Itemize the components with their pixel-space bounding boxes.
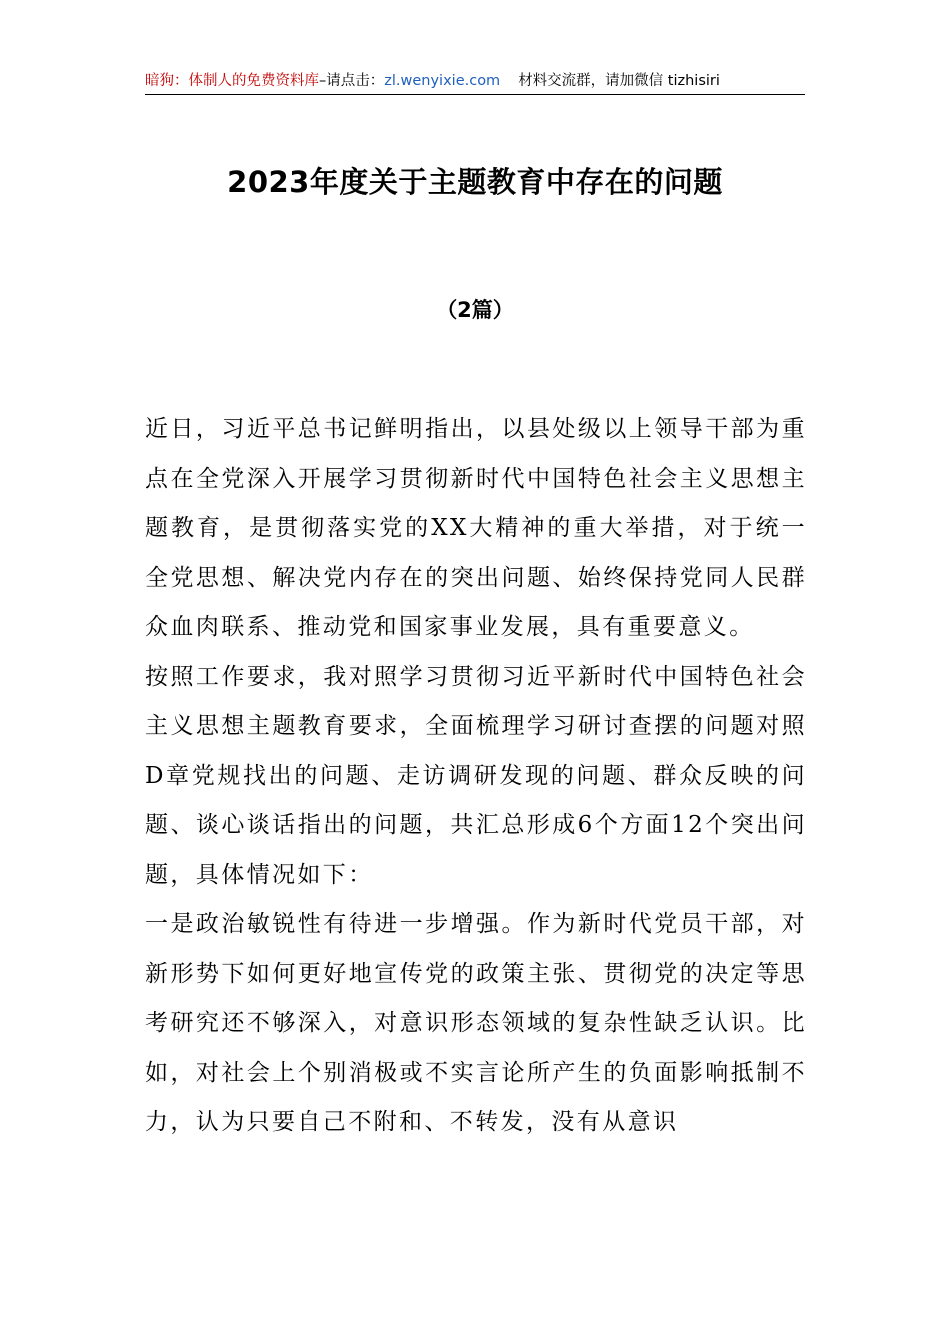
header-site-name: 暗狗：体制人的免费资料库: [145, 73, 319, 89]
body-paragraph: 近日，习近平总书记鲜明指出，以县处级以上领导干部为重点在全党深入开展学习贯彻新时代中国特色社会主义思想主题教育，是贯彻落实党的XX大精神的重大举措，对于统一全党思想、解决党内存在的突出问题、始终保持党同人民群众血肉联系、推动党和国家事业发展，具有重要意义。: [145, 416, 807, 640]
header-group-note: 材料交流群，请加微信 tizhisiri: [518, 73, 720, 89]
document-subtitle: （2篇）: [436, 298, 514, 322]
header-site-link[interactable]: zl.wenyixie.com: [384, 73, 501, 89]
body-paragraph: 按照工作要求，我对照学习贯彻习近平新时代中国特色社会主义思想主题教育要求，全面梳理学习研讨查摆的问题对照D章党规找出的问题、走访调研发现的问题、群众反映的问题、谈心谈话指出的问题，共汇总形成6个方面12个突出问题，具体情况如下：: [145, 663, 807, 888]
page-header: [145, 68, 805, 95]
body-paragraph: 一是政治敏锐性有待进一步增强。作为新时代党员干部，对新形势下如何更好地宣传党的政策主张、贯彻党的决定等思考研究还不够深入，对意识形态领域的复杂性缺乏认识。比如，对社会上个别消极或不实言论所产生的负面影响抵制不力，认为只要自己不附和、不转发，没有从意识: [145, 911, 807, 1135]
document-body: [145, 405, 807, 1148]
header-click-label: –请点击：: [319, 73, 385, 89]
document-title: 2023年度关于主题教育中存在的问题: [227, 165, 723, 199]
